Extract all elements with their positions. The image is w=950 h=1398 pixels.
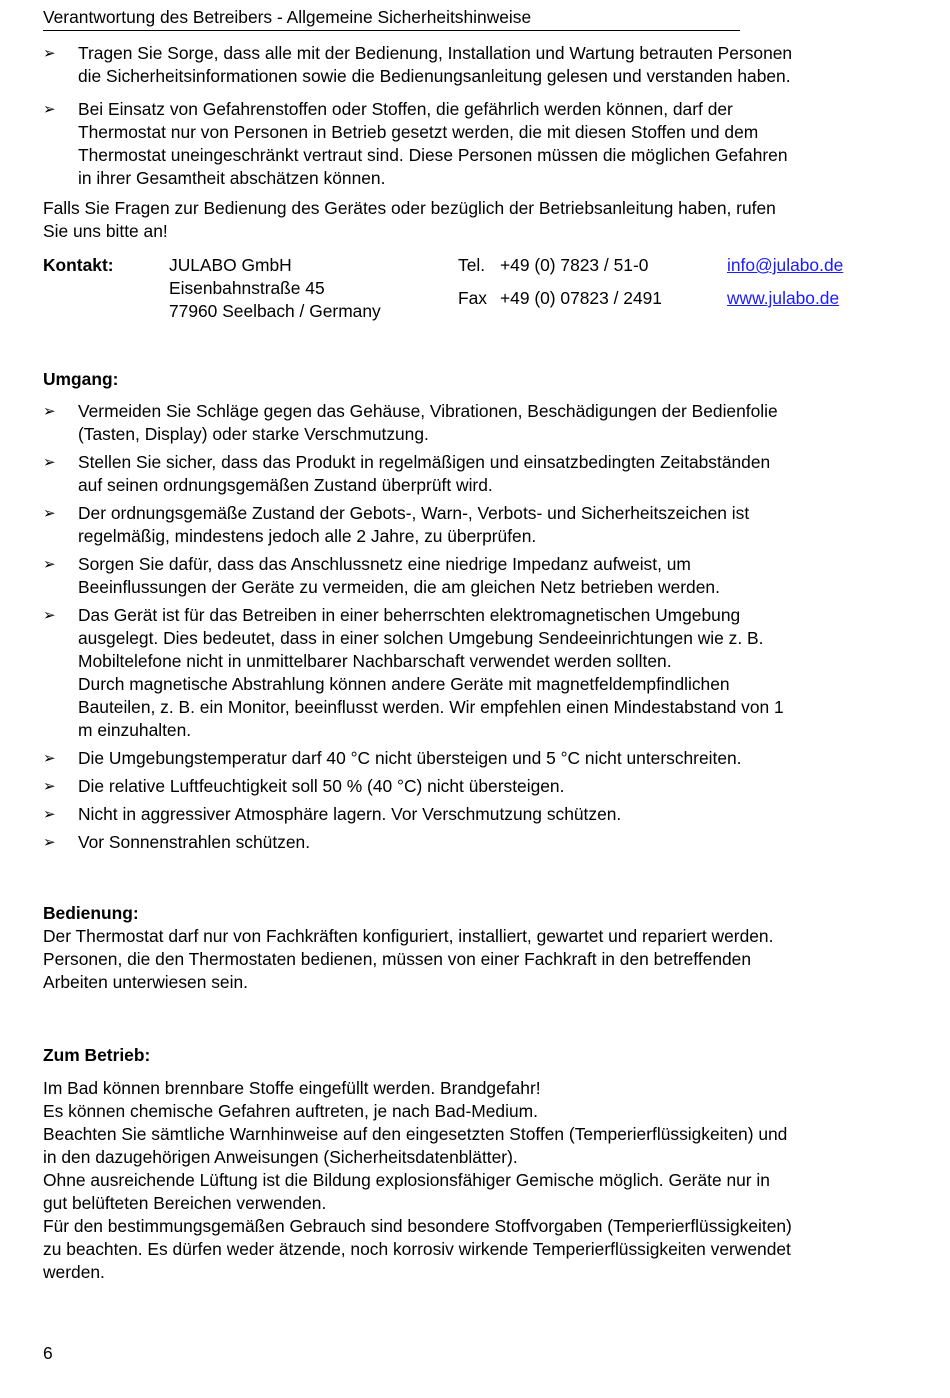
company-name: JULABO GmbH xyxy=(169,255,292,275)
list-item: ➢ Das Gerät ist für das Betreiben in einer beherrschten elektromagnetischen Umgebung ausgelegt. Dies bedeutet, dass in einer solchen Umgebung Sendeeinrichtungen wie z. B. Mobiltelefone nicht in unmittelbarer Nachbarschaft verwendet werden sollten. Durch magnetische Abstrahlung können andere Geräte mit magnetfeldempfindlichen Bauteilen, z. B. ein Monitor, beeinflusst werden. Wir empfehlen einen Mindestabstand von 1 m einzuhalten. xyxy=(43,605,784,740)
list-item: ➢ Vermeiden Sie Schläge gegen das Gehäuse, Vibrationen, Beschädigungen der Bedienfolie (Tasten, Display) oder starke Verschmutzung. xyxy=(43,401,778,444)
arrow-bullet-icon: ➢ xyxy=(43,505,56,522)
questions-paragraph: Falls Sie Fragen zur Bedienung des Gerätes oder bezüglich der Betriebsanleitung haben, rufen Sie uns bitte an! xyxy=(43,198,776,241)
fax-label: Fax xyxy=(458,288,487,308)
list-item: ➢ Tragen Sie Sorge, dass alle mit der Bedienung, Installation und Wartung betrauten Personen die Sicherheitsinformationen sowie die Bedienungsanleitung gelesen und verstanden haben. xyxy=(43,43,793,86)
fax-number: +49 (0) 07823 / 2491 xyxy=(500,288,662,308)
contact-address xyxy=(169,254,381,323)
city: 77960 Seelbach / Germany xyxy=(169,301,381,321)
list-item: ➢ Vor Sonnenstrahlen schützen. xyxy=(43,832,311,852)
list-item: ➢ Sorgen Sie dafür, dass das Anschlussnetz eine niedrige Impedanz aufweist, um Beeinflussungen der Geräte zu vermeiden, die am gleichen Netz betrieben werden. xyxy=(43,554,720,597)
list-item: ➢ Die Umgebungstemperatur darf 40 °C nicht übersteigen und 5 °C nicht unterschreiten. xyxy=(43,748,742,768)
bedienung-heading: Bedienung: xyxy=(43,903,139,923)
bedienung-section: Bedienung: Der Thermostat darf nur von Fachkräften konfiguriert, installiert, gewartet und repariert werden. Personen, die den Thermostaten bedienen, müssen von einer Fachkraft in den betreffenden Arbeiten unterwiesen sein. xyxy=(43,902,893,994)
arrow-bullet-icon: ➢ xyxy=(43,403,56,420)
contact-label: Kontakt: xyxy=(43,255,114,275)
list-item: ➢ Stellen Sie sicher, dass das Produkt in regelmäßigen und einsatzbedingten Zeitabständen auf seinen ordnungsgemäßen Zustand überprüft wird. xyxy=(43,452,771,495)
arrow-bullet-icon: ➢ xyxy=(43,45,56,62)
arrow-bullet-icon: ➢ xyxy=(43,750,56,767)
page-number: 6 xyxy=(43,1343,53,1363)
list-item: ➢ Die relative Luftfeuchtigkeit soll 50 % (40 °C) nicht übersteigen. xyxy=(43,776,565,796)
arrow-bullet-icon: ➢ xyxy=(43,101,56,118)
list-item: ➢ Nicht in aggressiver Atmosphäre lagern. Vor Verschmutzung schützen. xyxy=(43,804,622,824)
betrieb-heading: Zum Betrieb: xyxy=(43,1045,151,1065)
website-link[interactable]: www.julabo.de xyxy=(727,288,840,308)
arrow-bullet-icon: ➢ xyxy=(43,454,56,471)
page-header xyxy=(43,6,740,31)
umgang-bullet-list xyxy=(43,400,893,854)
header-title: Verantwortung des Betreibers - Allgemeine Sicherheitshinweise xyxy=(43,7,532,27)
arrow-bullet-icon: ➢ xyxy=(43,778,56,795)
list-item: ➢ Bei Einsatz von Gefahrenstoffen oder Stoffen, die gefährlich werden können, darf der Thermostat nur von Personen in Betrieb gesetzt werden, die mit diesen Stoffen und dem Thermostat uneingeschränkt vertraut sind. Diese Personen müssen die möglichen Gefahren in ihrer Gesamtheit abschätzen können. xyxy=(43,99,788,188)
tel-number: +49 (0) 7823 / 51-0 xyxy=(500,255,649,275)
umgang-heading: Umgang: xyxy=(43,369,119,389)
street: Eisenbahnstraße 45 xyxy=(169,278,325,298)
email-link[interactable]: info@julabo.de xyxy=(727,255,844,275)
list-item: ➢ Der ordnungsgemäße Zustand der Gebots-, Warn-, Verbots- und Sicherheitszeichen ist regelmäßig, mindestens jedoch alle 2 Jahre, zu überprüfen. xyxy=(43,503,750,546)
intro-bullet-list xyxy=(43,42,893,190)
arrow-bullet-icon: ➢ xyxy=(43,556,56,573)
arrow-bullet-icon: ➢ xyxy=(43,607,56,624)
arrow-bullet-icon: ➢ xyxy=(43,834,56,851)
betrieb-paragraph: Im Bad können brennbare Stoffe eingefüllt werden. Brandgefahr! Es können chemische Gefahren auftreten, je nach Bad-Medium. Beachten Sie sämtliche Warnhinweise auf den eingesetzten Stoffen (Temperierflüssigkeiten) und in den dazugehörigen Anweisungen (Sicherheitsdatenblätter). Ohne ausreichende Lüftung ist die Bildung explosionsfähiger Gemische möglich. Geräte nur in gut belüfteten Bereichen verwenden. Für den bestimmungsgemäßen Gebrauch sind besondere Stoffvorgaben (Temperierflüssigkeiten) zu beachten. Es dürfen weder ätzende, noch korrosiv wirkende Temperierflüssigkeiten verwendet werden. xyxy=(43,1078,792,1282)
arrow-bullet-icon: ➢ xyxy=(43,806,56,823)
contact-section xyxy=(0,254,950,324)
tel-label: Tel. xyxy=(458,255,486,275)
